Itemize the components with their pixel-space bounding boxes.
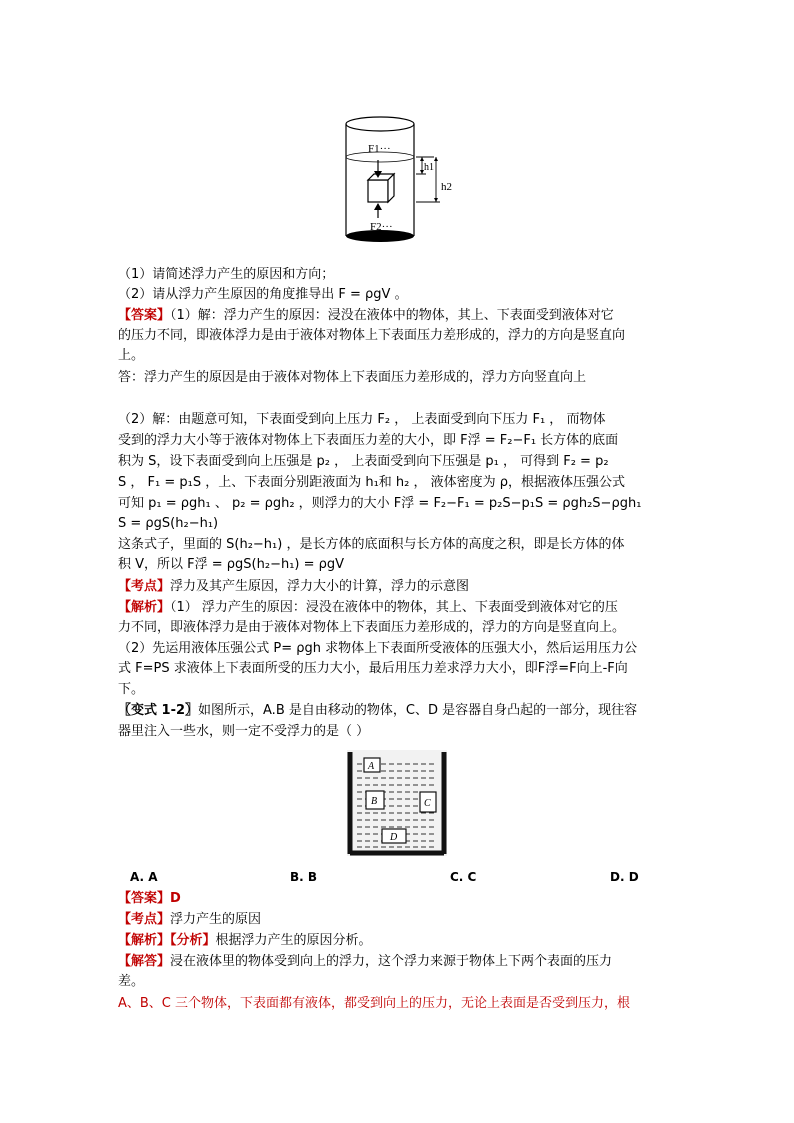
answer2-tag: 【答案】 (118, 891, 171, 906)
analysis-tag: 【解析】 (118, 600, 171, 615)
analysis2-tag: 【解析】 (118, 933, 171, 948)
derivation-line-2: 受到的浮力大小等于液体对物体上下表面压力差的大小，即 F浮 = F₂−F₁ 长方体的底面 (118, 433, 619, 448)
variant-tag: 〖变式 1-2〗 (118, 703, 199, 718)
answer-line-4: 答：浮力产生的原因是由于液体对物体上下表面压力差形成的，浮力方向竖直向上 (118, 370, 587, 385)
option-b[interactable]: B. B (290, 870, 318, 884)
solution-line-1 (118, 952, 678, 972)
derivation-line-7: 这条式子，里面的 S(h₂−h₁) ，是长方体的底面积与长方体的高度之积，即是长方体的体 (118, 537, 625, 552)
analysis-line-4: 式 F=PS 求液体上下表面所受的压力大小，最后用压力差求浮力大小，即F浮=F向上-F向 (118, 661, 628, 676)
question-2: （2）请从浮力产生原因的角度推导出 F = ρgV 。 (118, 287, 408, 302)
derivation-line-5: 可知 p₁ = ρgh₁ 、 p₂ = ρgh₂ ，则浮力的大小 F浮 = F₂−F₁ = p₂S−p₁S = ρgh₂S−ρgh₁ (118, 496, 642, 511)
solution-line-3: A、B、C 三个物体，下表面都有液体，都受到向上的压力，无论上表面是否受到压力，根 (118, 996, 631, 1011)
fenxi-tag: 【分析】 (170, 933, 216, 948)
object-b-label: B (371, 796, 378, 807)
derivation-line-6: S = ρgS(h₂−h₁) (118, 516, 219, 531)
object-c-label: C (424, 798, 431, 809)
analysis-line-3: （2）先运用液体压强公式 P= ρgh 求物体上下表面所受液体的压强大小，然后运用压力公 (118, 641, 638, 656)
option-d[interactable]: D. D (610, 870, 639, 884)
container-diagram (347, 750, 447, 856)
keypoint-line (118, 577, 678, 597)
keypoint2-line (118, 910, 678, 930)
answer2-value: D (170, 891, 181, 906)
object-d-label: D (390, 832, 398, 843)
analysis-line-5: 下。 (118, 682, 145, 697)
variant-text-1: 如图所示，A.B 是自由移动的物体，C、D 是容器自身凸起的一部分，现往容 (198, 703, 638, 718)
label-h2: h2 (441, 181, 452, 193)
analysis-line-1 (118, 598, 678, 618)
label-h1: h1 (424, 162, 434, 173)
derivation-line-4: S ， F₁ = p₁S ，上、下表面分别距液面为 h₁和 h₂ ， 液体密度为 ρ，根据液体压强公式 (118, 475, 626, 490)
fenxi-text: 根据浮力产生的原因分析。 (215, 933, 372, 948)
answer2-line (118, 889, 678, 909)
solution-line-2: 差。 (118, 974, 145, 989)
label-f2: F2··· (370, 221, 393, 233)
keypoint-tag: 【考点】 (118, 579, 171, 594)
keypoint2-text: 浮力产生的原因 (170, 912, 262, 927)
answer-line-1 (118, 306, 678, 326)
answer-text-1: （1）解：浮力产生的原因：浸没在液体中的物体，其上、下表面受到液体对它 (170, 308, 614, 323)
label-f1: F1··· (368, 143, 391, 155)
analysis-text-1: （1） 浮力产生的原因：浸没在液体中的物体，其上、下表面受到液体对它的压 (170, 600, 618, 615)
answer-line-2: 的压力不同，即液体浮力是由于液体对物体上下表面压力差形成的，浮力的方向是竖直向 (118, 328, 626, 343)
answer-line-3: 上。 (118, 348, 145, 363)
variant-line-2: 器里注入一些水，则一定不受浮力的是（ ） (118, 724, 370, 739)
object-a-label: A (368, 761, 375, 772)
keypoint2-tag: 【考点】 (118, 912, 171, 927)
derivation-line-1: （2）解：由题意可知，下表面受到向上压力 F₂ ， 上表面受到向下压力 F₁ ， 而物体 (118, 412, 606, 427)
option-c[interactable]: C. C (450, 870, 477, 884)
buoyancy-diagram-cylinder (340, 112, 460, 252)
answer-tag: 【答案】 (118, 308, 171, 323)
solution-tag: 【解答】 (118, 954, 171, 969)
option-a[interactable]: A. A (130, 870, 158, 884)
solution-text-1: 浸在液体里的物体受到向上的浮力，这个浮力来源于物体上下两个表面的压力 (170, 954, 613, 969)
variant-line-1 (118, 701, 678, 721)
analysis2-line (118, 931, 678, 951)
derivation-line-3: 积为 S，设下表面受到向上压强是 p₂ ， 上表面受到向下压强是 p₁ ， 可得到 F₂ = p₂ (118, 454, 609, 469)
derivation-line-8: 积 V，所以 F浮 = ρgS(h₂−h₁) = ρgV (118, 557, 345, 572)
question-1: （1）请简述浮力产生的原因和方向； (118, 267, 335, 282)
analysis-line-2: 力不同，即液体浮力是由于液体对物体上下表面压力差形成的，浮力的方向是竖直向上。 (118, 620, 626, 635)
keypoint-text: 浮力及其产生原因，浮力大小的计算，浮力的示意图 (170, 579, 470, 594)
